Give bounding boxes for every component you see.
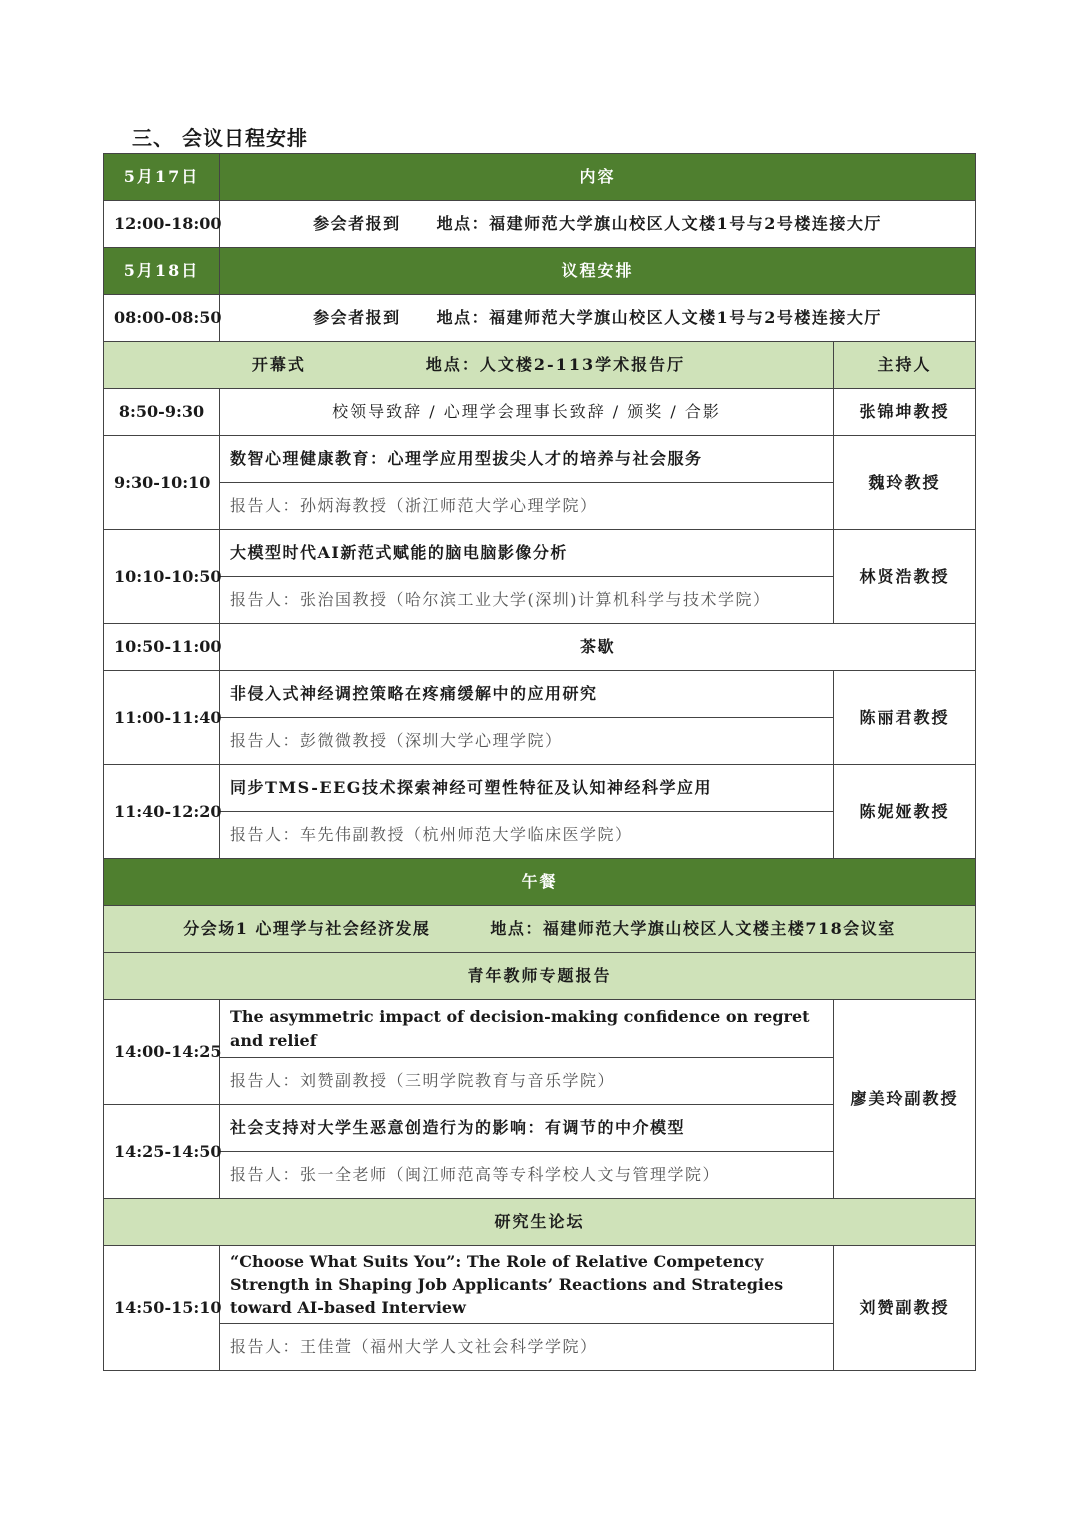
session1-location: 地点：福建师范大学旗山校区人文楼主楼718会议室 bbox=[490, 919, 896, 939]
session1-header bbox=[104, 906, 976, 953]
talk-row bbox=[104, 1000, 976, 1058]
location-text: 地点：福建师范大学旗山校区人文楼1号与2号楼连接大厅 bbox=[436, 308, 882, 328]
talk-reporter: 报告人：张一全老师（闽江师范高等专科学校人文与管理学院） bbox=[220, 1152, 834, 1199]
registration-cell bbox=[220, 201, 976, 248]
opening-header bbox=[104, 342, 834, 389]
time-cell: 14:50-15:10 bbox=[104, 1246, 220, 1371]
host-header: 主持人 bbox=[833, 342, 975, 389]
time-cell: 10:10-10:50 bbox=[104, 530, 220, 624]
talk-title: “Choose What Suits You”: The Role of Relative Competency Strength in Shaping Job Applicants’ Reactions and Strategies toward AI-based Interview bbox=[220, 1246, 834, 1324]
time-cell: 14:00-14:25 bbox=[104, 1000, 220, 1105]
opening-location: 地点：人文楼2-113学术报告厅 bbox=[425, 355, 686, 375]
host-cell: 魏玲教授 bbox=[833, 436, 975, 530]
day2-date: 5月18日 bbox=[104, 248, 220, 295]
talk-title: The asymmetric impact of decision-making confidence on regret and relief bbox=[220, 1000, 834, 1058]
talk-reporter: 报告人：彭微微教授（深圳大学心理学院） bbox=[220, 718, 834, 765]
day1-header-row bbox=[104, 154, 976, 201]
schedule-table bbox=[103, 153, 976, 1371]
host-cell: 林贤浩教授 bbox=[833, 530, 975, 624]
talk-row bbox=[104, 530, 976, 577]
ceremony-row bbox=[104, 389, 976, 436]
lunch-label: 午餐 bbox=[104, 859, 976, 906]
talk-reporter: 报告人：张治国教授（哈尔滨工业大学(深圳)计算机科学与技术学院） bbox=[220, 577, 834, 624]
lunch-row bbox=[104, 859, 976, 906]
section-heading: 三、 会议日程安排 bbox=[132, 126, 308, 150]
day1-date: 5月17日 bbox=[104, 154, 220, 201]
grad-forum-header: 研究生论坛 bbox=[104, 1199, 976, 1246]
talk-title: 社会支持对大学生恶意创造行为的影响：有调节的中介模型 bbox=[220, 1105, 834, 1152]
talk-title: 同步TMS-EEG技术探索神经可塑性特征及认知神经科学应用 bbox=[220, 765, 834, 812]
activity-text: 参会者报到 bbox=[313, 214, 401, 234]
session1-title: 分会场1 心理学与社会经济发展 bbox=[183, 919, 431, 939]
talk-row bbox=[104, 1246, 976, 1324]
day1-registration-row bbox=[104, 201, 976, 248]
talk-reporter: 报告人：王佳萱（福州大学人文社会科学学院） bbox=[220, 1324, 834, 1371]
host-cell: 廖美玲副教授 bbox=[833, 1000, 975, 1199]
session1-header-row bbox=[104, 906, 976, 953]
ceremony-content: 校领导致辞 / 心理学会理事长致辞 / 颁奖 / 合影 bbox=[220, 389, 834, 436]
host-cell: 刘赞副教授 bbox=[833, 1246, 975, 1371]
opening-title: 开幕式 bbox=[251, 355, 306, 375]
young-teacher-header: 青年教师专题报告 bbox=[104, 953, 976, 1000]
time-cell: 14:25-14:50 bbox=[104, 1105, 220, 1199]
day2-agenda-header: 议程安排 bbox=[220, 248, 976, 295]
time-cell: 9:30-10:10 bbox=[104, 436, 220, 530]
opening-header-row bbox=[104, 342, 976, 389]
host-cell: 张锦坤教授 bbox=[833, 389, 975, 436]
time-cell: 11:40-12:20 bbox=[104, 765, 220, 859]
host-cell: 陈丽君教授 bbox=[833, 671, 975, 765]
time-cell: 11:00-11:40 bbox=[104, 671, 220, 765]
registration-cell bbox=[220, 295, 976, 342]
talk-title: 非侵入式神经调控策略在疼痛缓解中的应用研究 bbox=[220, 671, 834, 718]
talk-reporter: 报告人：刘赞副教授（三明学院教育与音乐学院） bbox=[220, 1058, 834, 1105]
grad-forum-header-row bbox=[104, 1199, 976, 1246]
location-text: 地点：福建师范大学旗山校区人文楼1号与2号楼连接大厅 bbox=[436, 214, 882, 234]
activity-text: 参会者报到 bbox=[313, 308, 401, 328]
time-cell: 08:00-08:50 bbox=[104, 295, 220, 342]
talk-row bbox=[104, 671, 976, 718]
day2-header-row bbox=[104, 248, 976, 295]
day1-content-header: 内容 bbox=[220, 154, 976, 201]
host-cell: 陈妮娅教授 bbox=[833, 765, 975, 859]
time-cell: 12:00-18:00 bbox=[104, 201, 220, 248]
talk-reporter: 报告人：车先伟副教授（杭州师范大学临床医学院） bbox=[220, 812, 834, 859]
talk-row bbox=[104, 436, 976, 483]
break-label: 茶歇 bbox=[220, 624, 976, 671]
talk-reporter: 报告人：孙炳海教授（浙江师范大学心理学院） bbox=[220, 483, 834, 530]
talk-title: 数智心理健康教育：心理学应用型拔尖人才的培养与社会服务 bbox=[220, 436, 834, 483]
break-row bbox=[104, 624, 976, 671]
young-teacher-header-row bbox=[104, 953, 976, 1000]
time-cell: 10:50-11:00 bbox=[104, 624, 220, 671]
day2-registration-row bbox=[104, 295, 976, 342]
talk-row bbox=[104, 765, 976, 812]
talk-title: 大模型时代AI新范式赋能的脑电脑影像分析 bbox=[220, 530, 834, 577]
time-cell: 8:50-9:30 bbox=[104, 389, 220, 436]
